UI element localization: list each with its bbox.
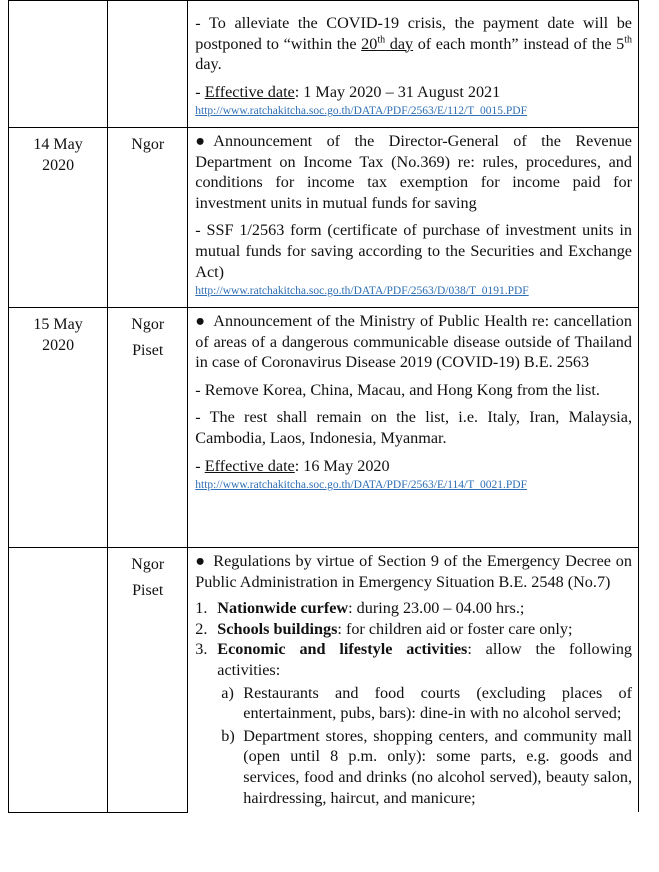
- paragraph: ● Announcement of the Ministry of Public Health re: cancellation of areas of a dangerous communicable disease outside of Thailand in case of Coronavirus Disease 2019 (COVID-19) B.E. 2563: [195, 312, 632, 372]
- source-link[interactable]: http://www.ratchakitcha.soc.go.th/DATA/PDF/2563/E/114/T_0021.PDF: [195, 479, 527, 492]
- content-cell: [188, 548, 639, 813]
- bullet-icon: ●: [195, 312, 206, 330]
- paragraph: ● Announcement of the Director-General of the Revenue Department on Income Tax (No.369) re: rules, procedures, and conditions for income tax exemption for income paid for investment units in mutual funds for saving: [195, 132, 632, 212]
- source-link[interactable]: http://www.ratchakitcha.soc.go.th/DATA/PDF/2563/E/112/T_0015.PDF: [195, 105, 527, 118]
- content-cell: [188, 308, 639, 548]
- paragraph: - SSF 1/2563 form (certificate of purchase of investment units in mutual funds for saving according to the Securities and Exchange Act): [195, 221, 632, 281]
- table-row: [9, 548, 639, 813]
- list-item: a) Restaurants and food courts (excluding places of entertainment, pubs, bars): dine-in with no alcohol served;: [221, 683, 632, 723]
- name-line: Ngor: [131, 556, 165, 573]
- document-table: [8, 0, 639, 813]
- name-line: Ngor: [131, 316, 165, 333]
- date-cell: 15 May 2020: [9, 308, 108, 548]
- name-line: Piset: [132, 582, 164, 599]
- list-item: 1. Nationwide curfew: during 23.00 – 04.00 hrs.;: [195, 599, 525, 618]
- source-link[interactable]: http://www.ratchakitcha.soc.go.th/DATA/PDF/2563/D/038/T_0191.PDF: [195, 285, 529, 298]
- table-row: [9, 308, 639, 548]
- content-cell: [188, 1, 639, 128]
- name-cell: Ngor: [108, 128, 188, 308]
- list-item: b) Department stores, shopping centers, and community mall (open until 8 p.m. only): some parts, e.g. goods and services, food and drinks (no alcohol served), beauty salon, hairdressing, haircut, and manicure;: [221, 726, 632, 807]
- content-cell: [188, 128, 639, 308]
- list-item: 3. Economic and lifestyle activities: allow the following activities:: [195, 640, 633, 679]
- sub-list: [195, 683, 632, 809]
- table-row: [9, 128, 639, 308]
- numbered-list: [195, 598, 632, 680]
- bullet-icon: ●: [195, 552, 206, 570]
- date-cell: [9, 1, 108, 128]
- paragraph: - To alleviate the COVID-19 crisis, the payment date will be postponed to “within the 20th day of each month” instead of the 5th day.: [195, 14, 632, 74]
- paragraph: - Remove Korea, China, Macau, and Hong Kong from the list.: [195, 380, 600, 399]
- date-cell: 14 May 2020: [9, 128, 108, 308]
- list-item: 2. Schools buildings: for children aid or foster care only;: [195, 619, 573, 638]
- name-line: Piset: [132, 342, 164, 359]
- name-cell: [108, 1, 188, 128]
- bullet-icon: ●: [195, 132, 206, 150]
- name-cell: [108, 308, 188, 548]
- paragraph: - The rest shall remain on the list, i.e. Italy, Iran, Malaysia, Cambodia, Laos, Indonesia, Myanmar.: [195, 408, 632, 447]
- paragraph: ● Regulations by virtue of Section 9 of the Emergency Decree on Public Administration in Emergency Situation B.E. 2548 (No.7): [195, 552, 632, 591]
- date-cell-empty: [9, 548, 108, 813]
- name-cell: [108, 548, 188, 813]
- effective-date: - Effective date: 16 May 2020: [195, 456, 390, 475]
- table-row: [9, 1, 639, 128]
- effective-date: - Effective date: 1 May 2020 – 31 August 2021: [195, 82, 501, 101]
